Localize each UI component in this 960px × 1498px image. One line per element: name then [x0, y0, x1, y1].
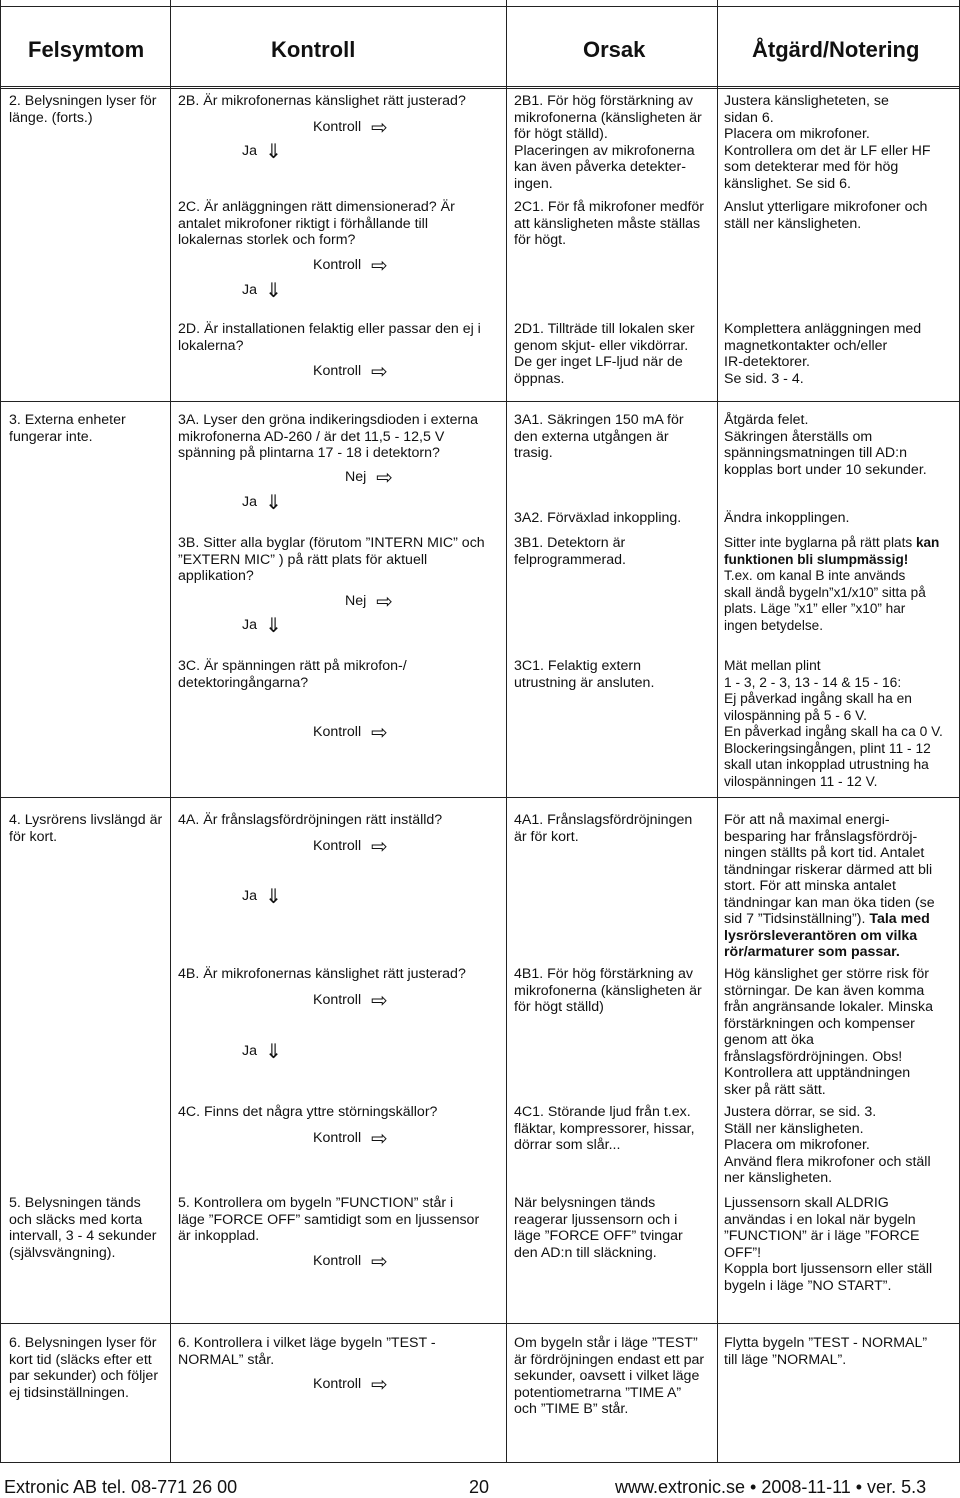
symptom-3: 3. Externa enheter fungerar inte.	[9, 412, 126, 445]
cause-3a2: 3A2. Förväxlad inkoppling.	[514, 510, 682, 526]
arrow-down-icon: ⇓	[264, 1039, 282, 1063]
col-border-left	[0, 0, 1, 1462]
ja-marker: Ja ⇓	[242, 139, 282, 163]
cause-3a1: 3A1. Säkringen 150 mA för den externa utgången är trasig.	[514, 412, 684, 461]
cause-4b1: 4B1. För hög förstärkning av mikrofonerna (känsligheten är för högt ställd)	[514, 966, 702, 1015]
cause-2c1: 2C1. För få mikrofoner medför att känsligheten måste ställas för högt.	[514, 199, 705, 248]
ja-marker: Ja ⇓	[242, 884, 282, 908]
arrow-right-icon: ⇨	[371, 359, 388, 383]
header-felsymtom: Felsymtom	[28, 37, 145, 62]
cause-4a1: 4A1. Frånslagsfördröjningen är för kort.	[514, 812, 693, 845]
action-4c1: Justera dörrar, se sid. 3. Ställ ner känsligheten. Placera om mikrofoner. Använd flera mikrofoner och ställ ner känsligheten.	[724, 1104, 931, 1186]
symptom-6: 6. Belysningen lyser för kort tid (släcks efter ett par sekunder) och följer ej tidsinställningen.	[9, 1335, 159, 1401]
col-divider-2	[506, 0, 507, 1462]
cause-3c1: 3C1. Felaktig extern utrustning är ansluten.	[514, 658, 655, 691]
arrow-down-icon: ⇓	[264, 490, 282, 514]
arrow-right-icon: ⇨	[371, 1372, 388, 1396]
arrow-right-icon: ⇨	[371, 988, 388, 1012]
action-3a2: Ändra inkopplingen.	[724, 510, 850, 526]
kontroll-marker: Kontroll ⇨	[313, 253, 388, 277]
action-3a1: Åtgärda felet. Säkringen återställs om spänningsmatningen till AD:n kopplas bort under 10 sekunder.	[724, 412, 927, 478]
arrow-right-icon: ⇨	[371, 834, 388, 858]
action-4a1: För att nå maximal energi- besparing har frånslagsfördröj- ningen ställts på kort tid. Antalet tändningar riskerar därmed att bli stort. För att minska antalet tändningar kan man öka tiden (se sid 7 ”Tidsinställning”). Tala med lysrörsleverantören om vilka rör/armaturer som passar.	[724, 812, 935, 960]
ja-marker: Ja ⇓	[242, 1039, 282, 1063]
header-bottom-border	[0, 86, 960, 87]
question-6: 6. Kontrollera i vilket läge bygeln ”TEST - NORMAL” står.	[178, 1335, 436, 1368]
arrow-down-icon: ⇓	[264, 884, 282, 908]
question-3c: 3C. Är spänningen rätt på mikrofon-/ detektoringångarna?	[178, 658, 407, 691]
question-4c: 4C. Finns det några yttre störningskällor?	[178, 1104, 438, 1120]
col-divider-1	[170, 0, 171, 1462]
header-kontroll: Kontroll	[271, 37, 356, 62]
symptom-2: 2. Belysningen lyser för länge. (forts.)	[9, 93, 157, 126]
arrow-right-icon: ⇨	[376, 465, 394, 489]
kontroll-marker: Kontroll ⇨	[313, 115, 388, 139]
cause-3b1: 3B1. Detektorn är felprogrammerad.	[514, 535, 626, 568]
action-2b1: Justera känsligheteten, se sidan 6. Placera om mikrofoner. Kontrollera om det är LF eller HF som detekterar med för hög känslighet. Se sid 6.	[724, 93, 931, 192]
kontroll-marker: Kontroll ⇨	[313, 720, 388, 744]
cause-6: Om bygeln står i läge ”TEST” är fördröjningen endast ett par sekunder, oavsett i vilket läge potentiometrarna ”TIME A” och ”TIME B” står.	[514, 1335, 705, 1417]
question-5: 5. Kontrollera om bygeln ”FUNCTION” står i läge ”FORCE OFF” samtidigt som en ljussensor är inkopplad.	[178, 1195, 480, 1244]
header-bottom-border-double	[0, 88, 960, 89]
cause-2d1: 2D1. Tillträde till lokalen sker genom skjut- eller vikdörrar. De ger inget LF-ljud när de öppnas.	[514, 321, 695, 387]
arrow-down-icon: ⇓	[264, 613, 282, 637]
kontroll-marker: Kontroll ⇨	[313, 359, 388, 383]
action-2c1: Anslut ytterligare mikrofoner och ställ ner känsligheten.	[724, 199, 928, 232]
page-number: 20	[469, 1477, 490, 1497]
kontroll-marker: Kontroll ⇨	[313, 1249, 388, 1273]
table-bottom-border	[0, 1462, 960, 1463]
col-divider-3	[717, 0, 718, 1462]
question-3a: 3A. Lyser den gröna indikeringsdioden i externa mikrofonerna AD-260 / är det 11,5 - 12,5 V spänning på plintarna 17 - 18 i detektorn?	[178, 412, 478, 461]
arrow-right-icon: ⇨	[371, 1249, 388, 1273]
kontroll-marker: Kontroll ⇨	[313, 1126, 388, 1150]
cause-4c1: 4C1. Störande ljud från t.ex. fläktar, kompressorer, hissar, dörrar som slår...	[514, 1104, 695, 1153]
ja-marker: Ja ⇓	[242, 278, 282, 302]
nej-marker: Nej ⇨	[345, 465, 394, 489]
row-divider-4	[0, 797, 960, 798]
symptom-5: 5. Belysningen tänds och släcks med korta intervall, 3 - 4 sekunder (självsvängning).	[9, 1195, 157, 1261]
footer-website-date: www.extronic.se • 2008-11-11 • ver. 5.3	[615, 1477, 927, 1497]
action-4b1: Hög känslighet ger större risk för störningar. De kan även komma från angränsande lokaler. Minska förstärkningen och kompenser genom att öka frånslagsfördröjningen. Obs! Kontrollera att upptändningen sker på rätt sätt.	[724, 966, 933, 1098]
kontroll-marker: Kontroll ⇨	[313, 1372, 388, 1396]
arrow-right-icon: ⇨	[371, 253, 388, 277]
kontroll-marker: Kontroll ⇨	[313, 834, 388, 858]
table-top-border	[0, 6, 960, 7]
question-2d: 2D. Är installationen felaktig eller passar den ej i lokalerna?	[178, 321, 481, 354]
nej-marker: Nej ⇨	[345, 589, 394, 613]
kontroll-marker: Kontroll ⇨	[313, 988, 388, 1012]
action-5: Ljussensorn skall ALDRIG användas i en lokal när bygeln ”FUNCTION” är i läge ”FORCE OFF”! Koppla bort ljussensorn eller ställ bygeln i läge ”NO START”.	[724, 1195, 933, 1294]
arrow-right-icon: ⇨	[371, 720, 388, 744]
action-3c1: Mät mellan plint 1 - 3, 2 - 3, 13 - 14 & 15 - 16: Ej påverkad ingång skall ha en vilospänning på 5 - 6 V. En påverkad ingång skall ha ca 0 V. Blockeringsingången, plint 11 - 12 skall utan inkopplad utrustning ha vilospänningen 11 - 12 V.	[724, 658, 943, 789]
arrow-right-icon: ⇨	[371, 1126, 388, 1150]
arrow-right-icon: ⇨	[376, 589, 394, 613]
header-orsak: Orsak	[583, 37, 646, 62]
action-6: Flytta bygeln ”TEST - NORMAL” till läge ”NORMAL”.	[724, 1335, 928, 1368]
action-3b1: Sitter inte byglarna på rätt plats kan funktionen bli slumpmässig! T.ex. om kanal B inte används skall ändå bygeln”x1/x10” sitta på plats. Läge ”x1” eller ”x10” har ingen betydelse.	[724, 535, 940, 633]
row-divider-6	[0, 1323, 960, 1324]
action-2d1: Komplettera anläggningen med magnetkontakter och/eller IR-detektorer. Se sid. 3 - 4.	[724, 321, 922, 387]
row-divider-3	[0, 401, 960, 402]
question-2c: 2C. Är anläggningen rätt dimensionerad? Är antalet mikrofoner riktigt i förhållande till lokalernas storlek och form?	[178, 199, 455, 248]
cause-2b1: 2B1. För hög förstärkning av mikrofonerna (känsligheten är för högt ställd). Placeringen av mikrofonerna kan även påverka detekter- ingen.	[514, 93, 702, 192]
arrow-right-icon: ⇨	[371, 115, 388, 139]
arrow-down-icon: ⇓	[264, 139, 282, 163]
question-4a: 4A. Är frånslagsfördröjningen rätt inställd?	[178, 812, 443, 828]
arrow-down-icon: ⇓	[264, 278, 282, 302]
header-atgard: Åtgärd/Notering	[752, 37, 920, 62]
question-2b: 2B. Är mikrofonernas känslighet rätt justerad?	[178, 93, 466, 109]
question-4b: 4B. Är mikrofonernas känslighet rätt justerad?	[178, 966, 466, 982]
symptom-4: 4. Lysrörens livslängd är för kort.	[9, 812, 163, 845]
ja-marker: Ja ⇓	[242, 490, 282, 514]
cause-5: När belysningen tänds reagerar ljussensorn och i läge ”FORCE OFF” tvingar den AD:n till släckning.	[514, 1195, 683, 1261]
question-3b: 3B. Sitter alla byglar (förutom ”INTERN MIC” och ”EXTERN MIC” ) på rätt plats för aktuell applikation?	[178, 535, 485, 584]
footer-company: Extronic AB tel. 08-771 26 00	[4, 1477, 238, 1497]
ja-marker: Ja ⇓	[242, 613, 282, 637]
